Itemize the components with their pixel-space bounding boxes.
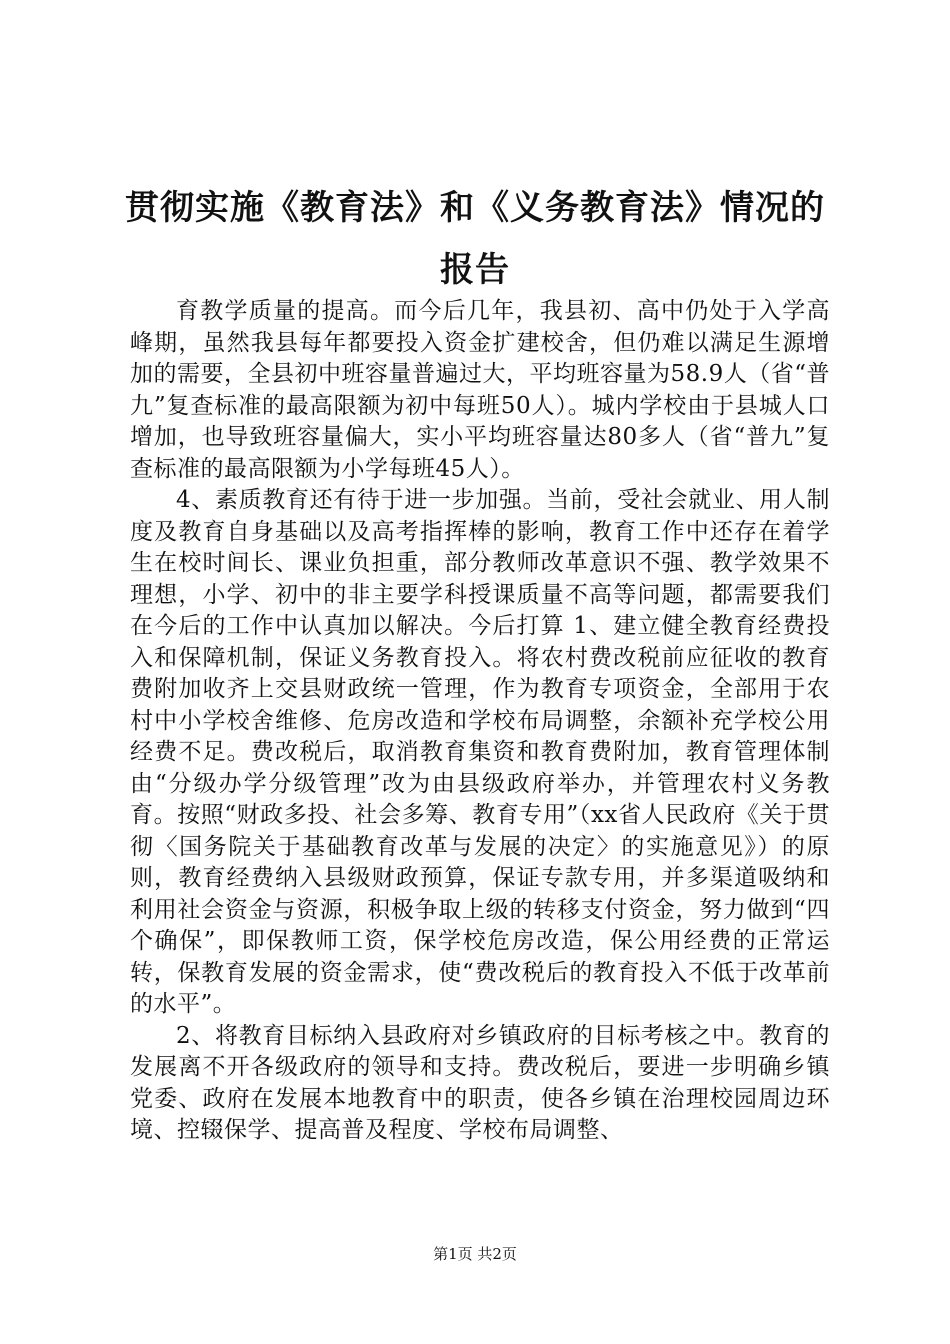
- paragraph-1: 育教学质量的提高。而今后几年，我县初、高中仍处于入学高峰期，虽然我县每年都要投入资金扩建校舍，但仍难以满足生源增加的需要，全县初中班容量普遍过大，平均班容量为58.9人（省“普九”复查标准的最高限额为初中每班50人）。城内学校由于县城人口增加，也导致班容量偏大，实小平均班容量达80多人（省“普九”复查标准的最高限额为小学每班45人）。: [130, 298, 830, 482]
- document-title-line-1: 贯彻实施《教育法》和《义务教育法》情况的: [125, 188, 825, 228]
- paragraph-3: 2、将教育目标纳入县政府对乡镇政府的目标考核之中。教育的发展离不开各级政府的领导和支持。费改税后，要进一步明确乡镇党委、政府在发展本地教育中的职责，使各乡镇在治理校园周边环境、控辍保学、提高普及程度、学校布局调整、: [130, 1022, 830, 1143]
- document-body: [130, 296, 830, 1147]
- paragraph-2: 4、素质教育还有待于进一步加强。当前，受社会就业、用人制度及教育自身基础以及高考指挥棒的影响，教育工作中还存在着学生在校时间长、课业负担重，部分教师改革意识不强、教学效果不理想，小学、初中的非主要学科授课质量不高等问题，都需要我们在今后的工作中认真加以解决。今后打算 1、建立健全教育经费投入和保障机制，保证义务教育投入。将农村费改税前应征收的教育费附加收齐上交县财政统一管理，作为教育专项资金，全部用于农村中小学校舍维修、危房改造和学校布局调整，余额补充学校公用经费不足。费改税后，取消教育集资和教育费附加，教育管理体制由“分级办学分级管理”改为由县级政府举办，并管理农村义务教育。按照“财政多投、社会多筹、教育专用”（xx省人民政府《关于贯彻〈国务院关于基础教育改革与发展的决定〉的实施意见》）的原则，教育经费纳入县级财政预算，保证专款专用，并多渠道吸纳和利用社会资金与资源，积极争取上级的转移支付资金，努力做到“四个确保”，即保教师工资，保学校危房改造，保公用经费的正常运转，保教育发展的资金需求，使“费改税后的教育投入不低于改革前的水平”。: [130, 487, 830, 1017]
- document-title-line-2: 报告: [440, 250, 510, 290]
- page-footer: 第1页 共2页: [433, 1245, 517, 1263]
